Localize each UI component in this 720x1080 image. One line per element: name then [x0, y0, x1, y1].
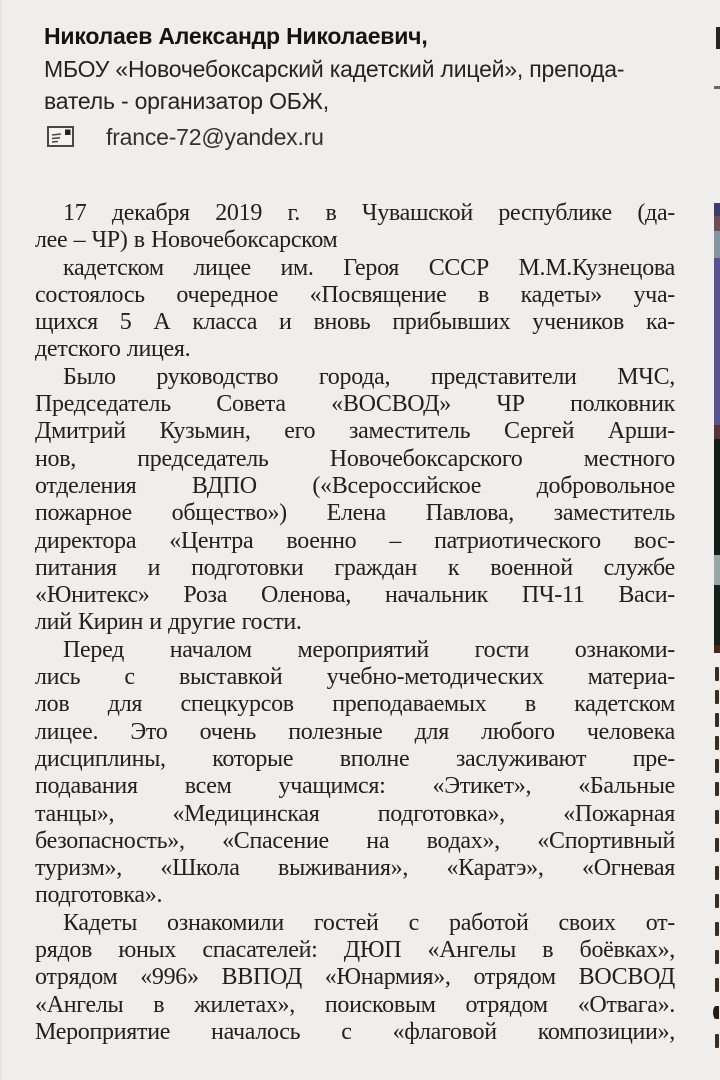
article-line: дисциплины, которые вполне заслуживают пре-	[35, 745, 675, 772]
article-line: кадетском лицее им. Героя СССР М.М.Кузнецова	[63, 254, 675, 281]
article-line: Мероприятие началось с «флаговой композиции»,	[35, 1018, 675, 1045]
text-fragment	[715, 950, 719, 964]
author-name: Николаев Александр Николаевич,	[44, 23, 428, 49]
photo-sliver-segment	[714, 555, 720, 585]
photo-sliver-segment	[714, 439, 720, 555]
article-line: отделения ВДПО («Всероссийское добровольное	[35, 472, 675, 499]
article-line: лий Кирин и другие гости.	[35, 609, 302, 636]
organization-line-2: ватель - организатор ОБЖ,	[44, 88, 329, 114]
article-line: туризм», «Школа выживания», «Каратэ», «Огневая	[35, 855, 675, 882]
email-address: france-72@yandex.ru	[106, 123, 324, 150]
email-row	[44, 121, 674, 154]
article-line: 17 декабря 2019 г. в Чувашской республике (да-	[63, 200, 675, 226]
photo-sliver-segment	[714, 585, 720, 645]
photo-sliver-segment	[714, 258, 720, 425]
text-fragment	[715, 810, 719, 824]
article-line: «Ангелы в жилетах», поисковым отрядом «Отвага».	[35, 991, 675, 1018]
text-fragment	[715, 782, 719, 796]
text-fragment	[715, 922, 719, 936]
article-line: Кадеты ознакомили гостей с работой своих от-	[63, 909, 675, 936]
photo-sliver-segment	[714, 645, 720, 653]
article-line: Было руководство города, представители МЧС,	[63, 363, 675, 390]
photo-sliver-segment	[714, 216, 720, 231]
article-line: рядов юных спасателей: ДЮП «Ангелы в боёвках»,	[35, 937, 675, 964]
envelope-icon	[47, 126, 74, 147]
article-line: питания и подготовки граждан к военной службе	[35, 554, 675, 581]
article-line: танцы», «Медицинская подготовка», «Пожарная	[35, 800, 675, 827]
article-line: Перед началом мероприятий гости ознакоми-	[63, 636, 675, 663]
article-line: «Юнитекс» Роза Оленова, начальник ПЧ-11 Васи-	[35, 582, 675, 609]
article-line: отрядом «996» ВВПОД «Юнармия», отрядом ВОСВОД	[35, 964, 675, 991]
article-line: лицее. Это очень полезные для любого человека	[35, 718, 675, 745]
text-fragment	[715, 838, 719, 852]
article-line: подготовка».	[35, 882, 163, 909]
adjacent-column-header-fragment	[716, 27, 720, 49]
organization-line-1: МБОУ «Новочебоксарский кадетский лицей», препода-	[44, 55, 625, 82]
article-line: безопасность», «Спасение на водах», «Спортивный	[35, 827, 675, 854]
article-line: лее – ЧР) в Новочебоксарском	[35, 227, 338, 254]
text-fragment	[715, 866, 719, 880]
article-line: щихся 5 А класса и вновь прибывших учеников ка-	[35, 309, 675, 336]
article-text	[35, 200, 675, 1046]
article-line: состоялось очередное «Посвящение в кадеты» уча-	[35, 281, 675, 308]
article-line: детского лицея.	[35, 336, 191, 363]
article-line: Председатель Совета «ВОСВОД» ЧР полковник	[35, 391, 675, 418]
text-fragment	[715, 894, 719, 908]
text-fragment	[715, 713, 719, 727]
text-fragment	[715, 759, 719, 773]
photo-sliver-segment	[714, 425, 720, 439]
text-fragment	[715, 736, 719, 750]
text-fragment	[713, 1006, 719, 1019]
text-fragment	[715, 667, 719, 681]
article-line: нов, председатель Новочебоксарского местного	[35, 445, 675, 472]
contact-header	[44, 20, 674, 153]
article-line: Дмитрий Кузьмин, его заместитель Сергей Арши-	[35, 418, 675, 445]
text-fragment	[715, 978, 719, 992]
adjacent-column-dash-fragment	[714, 86, 720, 89]
text-fragment	[715, 1034, 719, 1048]
article-line: директора «Центра военно – патриотического вос-	[35, 527, 675, 554]
photo-sliver-segment	[714, 203, 720, 216]
article-line: лов для спецкурсов преподаваемых в кадетском	[35, 691, 675, 718]
photo-sliver-segment	[714, 231, 720, 258]
article-line: подавания всем учащимся: «Этикет», «Бальные	[35, 773, 675, 800]
article-line: лись с выставкой учебно-методических материа-	[35, 664, 675, 691]
article-line: пожарное общество») Елена Павлова, заместитель	[35, 500, 675, 527]
text-fragment	[715, 690, 719, 704]
